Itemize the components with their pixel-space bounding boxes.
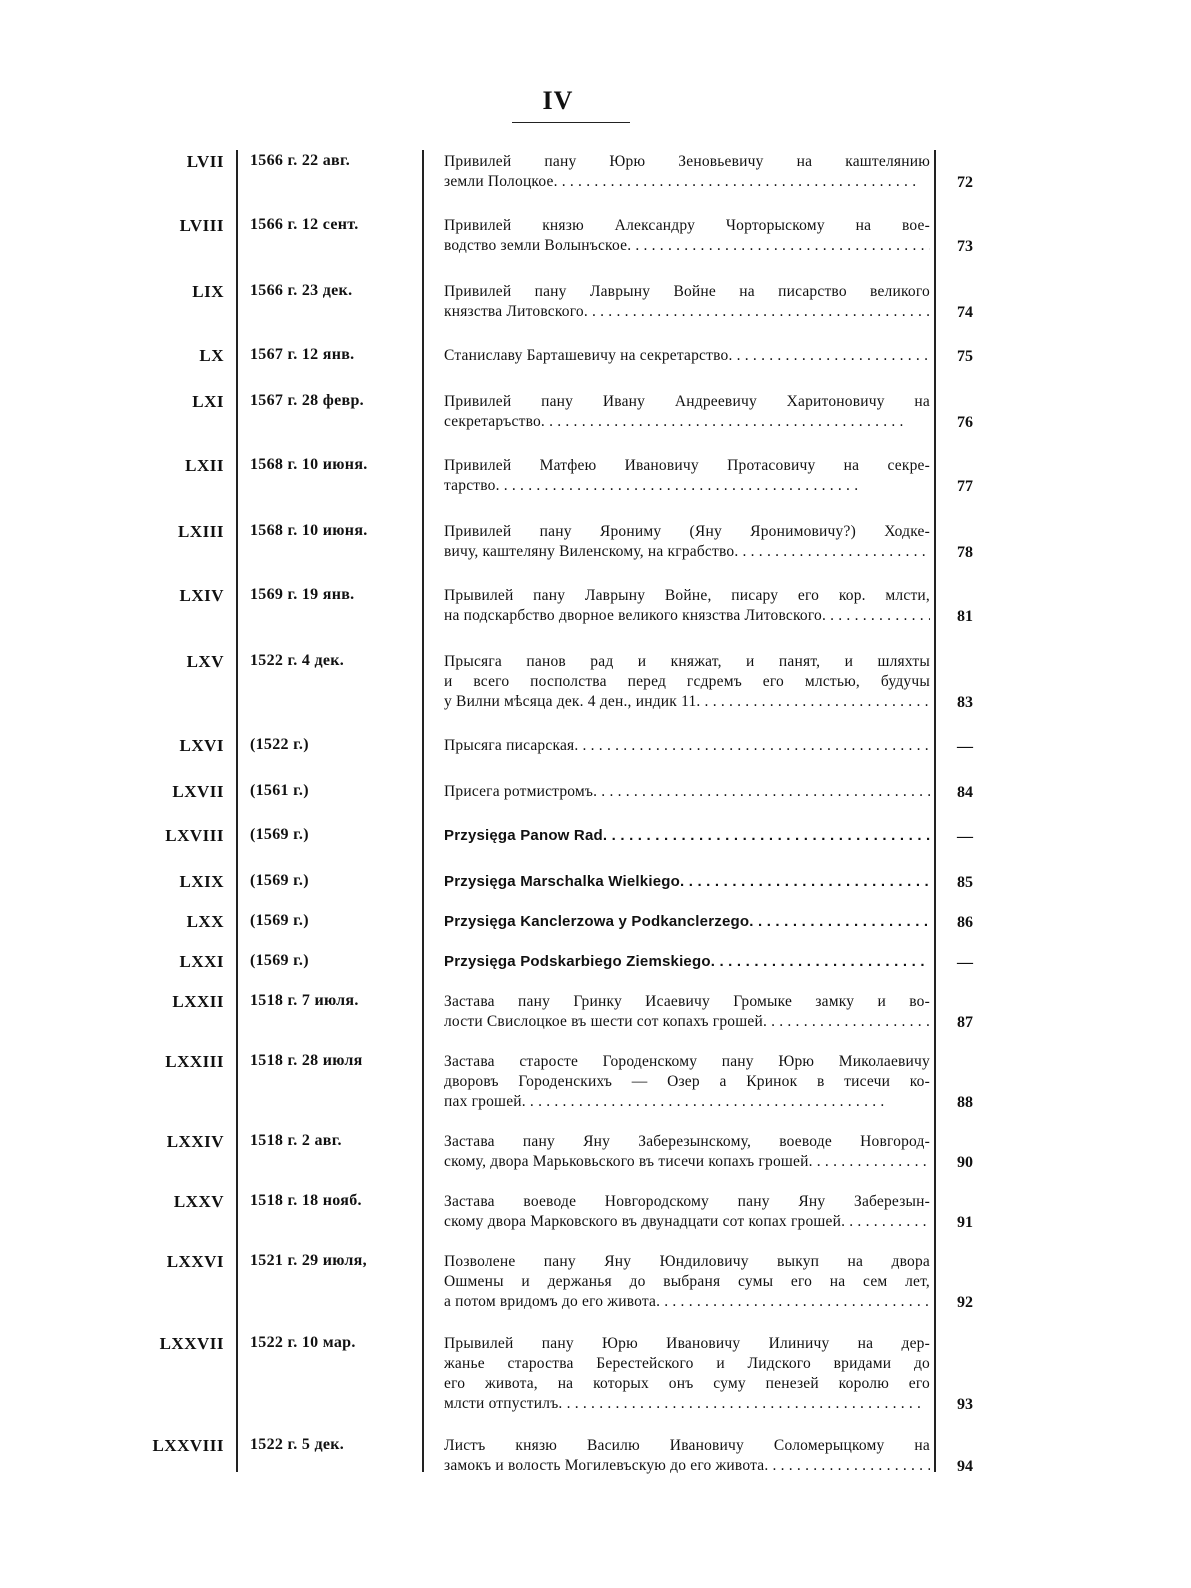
entry-description-line: замокъ и волость Могилевъскую до его живота. . . . bbox=[444, 1456, 930, 1476]
entry-page-number: — bbox=[957, 954, 973, 971]
entry-page-number: 90 bbox=[957, 1154, 973, 1171]
entry-page-number: 87 bbox=[957, 1014, 973, 1031]
entry-description-line: Привилей князю Александру Чорторыскому на вое- bbox=[444, 217, 930, 234]
entry-description-line: Станиславу Барташевичу на секретарство. . . . bbox=[444, 346, 930, 366]
entry-description bbox=[444, 952, 930, 972]
entry-description-line: Прывилей пану Юрю Ивановичу Илиничу на дер- bbox=[444, 1335, 930, 1352]
entry-description-line: Przysięga Marschalka Wielkiego. . . . bbox=[444, 872, 930, 892]
entry-description-line: дворовъ Городенскихъ — Озер а Кринок в тисечи ко- bbox=[444, 1073, 930, 1090]
entry-date: 1522 г. 5 дек. bbox=[250, 1436, 345, 1453]
entry-description-line: Привилей пану Юрю Зеновьевичу на каштелянию bbox=[444, 153, 930, 170]
entry-description-line: Привилей Матфею Ивановичу Протасовичу на секре- bbox=[444, 457, 930, 474]
entry-description-line: скому, двора Марьковьского въ тисечи копахъ грошей. . . . bbox=[444, 1152, 930, 1172]
entry-number: LXXVII bbox=[159, 1334, 224, 1353]
entry-description-line: Присега ротмистромъ. . . . bbox=[444, 782, 930, 802]
entry-description-line: князства Литовского. . . . bbox=[444, 302, 930, 322]
entry-page-number: 74 bbox=[957, 304, 973, 321]
entry-description bbox=[444, 1192, 930, 1232]
entry-date: (1569 г.) bbox=[250, 872, 309, 889]
entry-page-number: 83 bbox=[957, 694, 973, 711]
entry-date: (1522 г.) bbox=[250, 736, 309, 753]
entry-number: LIX bbox=[192, 282, 224, 301]
entry-description bbox=[444, 152, 930, 192]
entry-page-number: 75 bbox=[957, 348, 973, 365]
entry-description bbox=[444, 522, 930, 562]
entry-description-line: Ошмены и держанья до выбраня сумы его на сем лет, bbox=[444, 1273, 930, 1290]
entry-description bbox=[444, 1132, 930, 1172]
entry-page-number: 92 bbox=[957, 1294, 973, 1311]
entry-number: LXIX bbox=[179, 872, 224, 891]
entry-description bbox=[444, 1052, 930, 1112]
entry-description-line: Przysięga Panow Rad. . . . bbox=[444, 826, 930, 846]
entry-date: 1518 г. 18 нояб. bbox=[250, 1192, 362, 1209]
entry-date: 1568 г. 10 июня. bbox=[250, 456, 368, 473]
entry-number: LXXVI bbox=[166, 1252, 224, 1271]
entry-number: LXXV bbox=[173, 1192, 224, 1211]
entry-description-line: Przysięga Kanclerzowa y Podkanclerzego. . . . bbox=[444, 912, 930, 932]
entry-date: 1518 г. 28 июля bbox=[250, 1052, 363, 1069]
entry-date: 1566 г. 23 дек. bbox=[250, 282, 353, 299]
entry-number: LXVIII bbox=[165, 826, 224, 845]
entry-page-number: 91 bbox=[957, 1214, 973, 1231]
entry-description-line: скому двора Марковского въ двунадцати сот копах грошей. . . . bbox=[444, 1212, 930, 1232]
entry-date: 1567 г. 12 янв. bbox=[250, 346, 355, 363]
entry-description-line: жанье староства Берестейского и Лидского вридами до bbox=[444, 1355, 930, 1372]
entry-description-line: Прысяга панов рад и княжат, и панят, и шляхты bbox=[444, 653, 930, 670]
entry-page-number: 77 bbox=[957, 478, 973, 495]
entry-date: 1521 г. 29 июля, bbox=[250, 1252, 367, 1269]
entry-description-line: Застава пану Яну Заберезынскому, воеводе Новгород- bbox=[444, 1133, 930, 1150]
column-divider-page bbox=[934, 150, 936, 1472]
entry-date: 1566 г. 22 авг. bbox=[250, 152, 351, 169]
entry-date: 1522 г. 10 мар. bbox=[250, 1334, 356, 1351]
entry-description bbox=[444, 282, 930, 322]
entry-description bbox=[444, 456, 930, 496]
entry-number: LVIII bbox=[179, 216, 224, 235]
entry-description bbox=[444, 736, 930, 756]
entry-date: 1522 г. 4 дек. bbox=[250, 652, 345, 669]
entry-number: LXV bbox=[186, 652, 224, 671]
entry-description-line: на подскарбство дворное великого князства Литовского. . . . bbox=[444, 606, 930, 626]
entry-page-number: 93 bbox=[957, 1396, 973, 1413]
entry-description bbox=[444, 586, 930, 626]
entry-date: 1566 г. 12 сент. bbox=[250, 216, 359, 233]
entry-date: 1518 г. 2 авг. bbox=[250, 1132, 342, 1149]
entry-description bbox=[444, 992, 930, 1032]
column-divider-number bbox=[236, 150, 238, 1472]
entry-page-number: 78 bbox=[957, 544, 973, 561]
entry-description-line: млсти отпустилъ. . . . bbox=[444, 1394, 930, 1414]
entry-date: 1568 г. 10 июня. bbox=[250, 522, 368, 539]
entry-description bbox=[444, 782, 930, 802]
entry-description-line: пах грошей. . . . bbox=[444, 1092, 930, 1112]
entry-number: LXX bbox=[186, 912, 224, 931]
entry-page-number: 73 bbox=[957, 238, 973, 255]
entry-number: LXI bbox=[192, 392, 224, 411]
entry-number: LXXI bbox=[179, 952, 224, 971]
entry-date: 1567 г. 28 февр. bbox=[250, 392, 364, 409]
entry-description-line: Привилей пану Лаврыну Войне на писарство великого bbox=[444, 283, 930, 300]
entry-description-line: вичу, каштеляну Виленскому, на кграбство. . . . bbox=[444, 542, 930, 562]
entry-description-line: водство земли Волынъское. . . . bbox=[444, 236, 930, 256]
entry-page-number: 94 bbox=[957, 1458, 973, 1475]
entry-description-line: у Вилни мѣсяца дек. 4 ден., индик 11. . . . bbox=[444, 692, 930, 712]
entry-description bbox=[444, 912, 930, 932]
entry-page-number: — bbox=[957, 828, 973, 845]
entry-number: LX bbox=[199, 346, 224, 365]
page-number: IV bbox=[542, 86, 574, 115]
page-number-rule bbox=[512, 122, 630, 123]
entry-page-number: 81 bbox=[957, 608, 973, 625]
entry-number: LXXII bbox=[172, 992, 224, 1011]
entry-date: (1569 г.) bbox=[250, 826, 309, 843]
entry-description-line: и всего посполства перед гсдремъ его млстью, будучы bbox=[444, 673, 930, 690]
entry-description-line: его живота, на которых онъ суму пенезей королю его bbox=[444, 1375, 930, 1392]
entry-page-number: 85 bbox=[957, 874, 973, 891]
entry-description bbox=[444, 1436, 930, 1476]
column-divider-date bbox=[422, 150, 424, 1472]
entry-description-line: секретаръство. . . . bbox=[444, 412, 930, 432]
entry-page-number: 86 bbox=[957, 914, 973, 931]
entry-description bbox=[444, 1334, 930, 1414]
entry-description bbox=[444, 346, 930, 366]
entry-number: LXXIII bbox=[165, 1052, 224, 1071]
entry-description bbox=[444, 652, 930, 712]
entry-description-line: Застава старосте Городенскому пану Юрю Миколаевичу bbox=[444, 1053, 930, 1070]
entry-description-line: а потом вридомъ до его живота. . . . bbox=[444, 1292, 930, 1312]
entry-description bbox=[444, 392, 930, 432]
entry-page-number: 72 bbox=[957, 174, 973, 191]
entry-description-line: Позволене пану Яну Юндиловичу выкуп на двора bbox=[444, 1253, 930, 1270]
entry-description-line: лости Свислоцкое въ шести сот копахъ грошей. . . . bbox=[444, 1012, 930, 1032]
entry-description-line: Прывилей пану Лаврыну Войне, писару его кор. млсти, bbox=[444, 587, 930, 604]
entry-number: LXIII bbox=[178, 522, 224, 541]
entry-description bbox=[444, 826, 930, 846]
entry-description bbox=[444, 216, 930, 256]
entry-number: LXXIV bbox=[166, 1132, 224, 1151]
entry-description-line: Przysięga Podskarbiego Ziemskiego. . . . bbox=[444, 952, 930, 972]
entry-description-line: Прысяга писарская. . . . bbox=[444, 736, 930, 756]
entry-page-number: 88 bbox=[957, 1094, 973, 1111]
entry-page-number: 84 bbox=[957, 784, 973, 801]
entry-description-line: Привилей пану Ивану Андреевичу Харитоновичу на bbox=[444, 393, 930, 410]
entry-description bbox=[444, 1252, 930, 1312]
entry-number: LVII bbox=[186, 152, 224, 171]
entry-date: (1561 г.) bbox=[250, 782, 309, 799]
entry-description-line: тарство. . . . bbox=[444, 476, 930, 496]
entry-date: (1569 г.) bbox=[250, 952, 309, 969]
entry-description-line: Застава воеводе Новгородскому пану Яну Заберезын- bbox=[444, 1193, 930, 1210]
entry-number: LXVII bbox=[172, 782, 224, 801]
entry-number: LXXVIII bbox=[152, 1436, 224, 1455]
entry-date: 1518 г. 7 июля. bbox=[250, 992, 359, 1009]
entry-description-line: Привилей пану Ярониму (Яну Яронимовичу?) Ходке- bbox=[444, 523, 930, 540]
entry-date: (1569 г.) bbox=[250, 912, 309, 929]
entry-page-number: 76 bbox=[957, 414, 973, 431]
entry-description bbox=[444, 872, 930, 892]
entry-number: LXIV bbox=[179, 586, 224, 605]
entry-description-line: Листъ князю Василю Ивановичу Соломерыцкому на bbox=[444, 1437, 930, 1454]
entry-number: LXVI bbox=[179, 736, 224, 755]
entry-description-line: Застава пану Гринку Исаевичу Громыке замку и во- bbox=[444, 993, 930, 1010]
entry-number: LXII bbox=[185, 456, 224, 475]
entry-description-line: земли Полоцкое. . . . bbox=[444, 172, 930, 192]
entry-page-number: — bbox=[957, 738, 973, 755]
entry-date: 1569 г. 19 янв. bbox=[250, 586, 355, 603]
